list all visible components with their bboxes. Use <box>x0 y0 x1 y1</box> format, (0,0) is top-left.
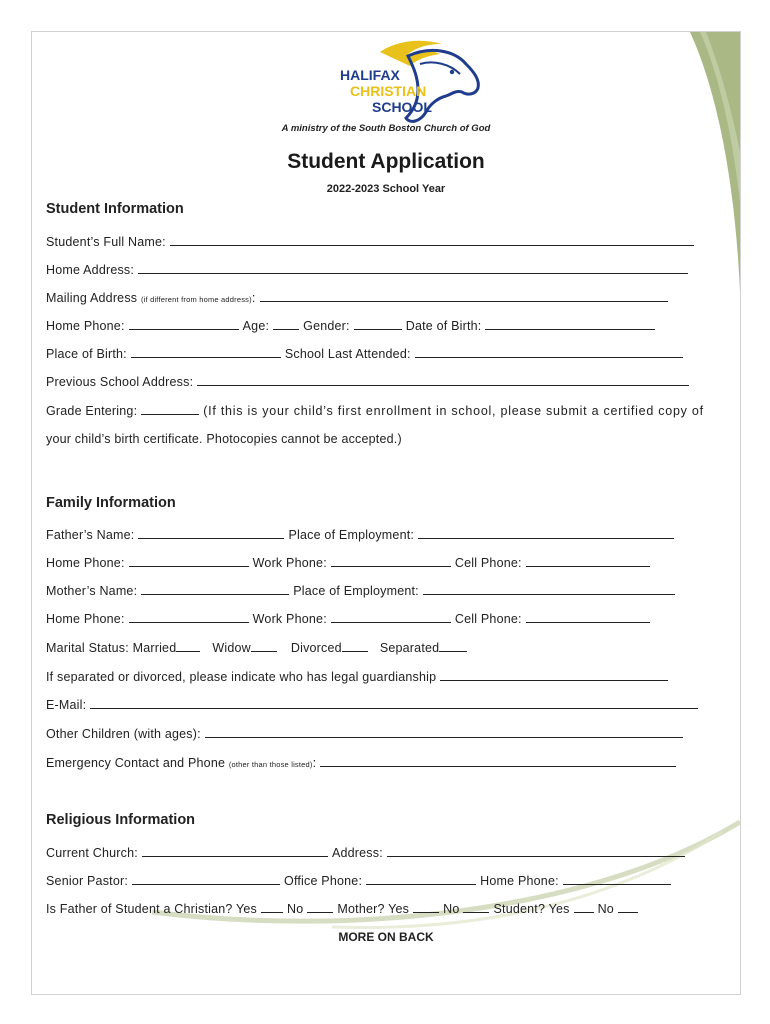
field-father-no[interactable] <box>307 900 333 913</box>
row-emergency <box>46 754 680 772</box>
field-guardianship[interactable] <box>440 668 668 681</box>
row-father-phones <box>46 554 654 572</box>
school-year: 2022-2023 School Year <box>326 183 446 195</box>
svg-text:CHRISTIAN: CHRISTIAN <box>350 83 427 99</box>
label-other-children: Other Children (with ages): <box>46 727 201 741</box>
field-church-address[interactable] <box>387 844 685 857</box>
label-father-work-phone: Work Phone: <box>252 556 327 570</box>
row-church <box>46 844 689 862</box>
field-divorced[interactable] <box>342 639 368 652</box>
field-widow[interactable] <box>251 639 277 652</box>
page-title: Student Application <box>287 150 485 173</box>
label-mother-cell-phone: Cell Phone: <box>454 612 522 626</box>
label-age: Age: <box>242 319 270 333</box>
label-student-christian: Student? Yes <box>493 902 570 916</box>
field-fathers-name[interactable] <box>138 526 284 539</box>
field-father-cell-phone[interactable] <box>526 554 650 567</box>
row-birth-school <box>46 345 687 363</box>
label-office-phone: Office Phone: <box>284 874 363 888</box>
label-mother-christian: Mother? Yes <box>337 902 410 916</box>
label-gender: Gender: <box>303 319 350 333</box>
label-church-address: Address: <box>331 846 383 860</box>
row-grade <box>46 402 704 420</box>
field-dob[interactable] <box>485 317 655 330</box>
field-grade[interactable] <box>141 402 199 415</box>
label-previous-address: Previous School Address: <box>46 375 194 389</box>
field-mother-cell-phone[interactable] <box>526 610 650 623</box>
application-page <box>31 31 741 995</box>
emergency-note: (other than those listed) <box>228 760 313 769</box>
label-emergency: Emergency Contact and Phone <box>46 756 226 770</box>
label-mother-no: No <box>443 902 460 916</box>
field-married[interactable] <box>176 639 200 652</box>
label-father-cell-phone: Cell Phone: <box>454 556 522 570</box>
label-home-phone: Home Phone: <box>46 319 125 333</box>
field-mailing-address[interactable] <box>260 289 668 302</box>
option-married: Married <box>132 641 177 655</box>
field-gender[interactable] <box>354 317 402 330</box>
row-mailing-address <box>46 289 672 307</box>
label-guardianship: If separated or divorced, please indicate who has legal guardianship <box>46 670 437 684</box>
field-student-yes[interactable] <box>574 900 594 913</box>
row-guardianship <box>46 668 672 686</box>
label-father-christian: Is Father of Student a Christian? Yes <box>46 902 257 916</box>
mailing-colon: : <box>251 291 256 305</box>
section-heading-religious: Religious Information <box>46 812 196 828</box>
row-home-address <box>46 261 692 279</box>
row-grade-note <box>46 432 402 450</box>
row-mother-phones <box>46 610 654 628</box>
label-father-home-phone: Home Phone: <box>46 556 125 570</box>
row-marital-status <box>46 639 467 657</box>
label-grade: Grade Entering: <box>46 404 138 418</box>
field-current-church[interactable] <box>142 844 328 857</box>
field-age[interactable] <box>273 317 299 330</box>
label-email: E-Mail: <box>46 698 87 712</box>
label-mother-employment: Place of Employment: <box>293 584 419 598</box>
label-father-no: No <box>287 902 304 916</box>
field-father-employment[interactable] <box>418 526 674 539</box>
field-place-of-birth[interactable] <box>131 345 281 358</box>
label-mother-home-phone: Home Phone: <box>46 612 125 626</box>
field-emergency[interactable] <box>320 754 676 767</box>
field-home-phone[interactable] <box>129 317 239 330</box>
field-student-no[interactable] <box>618 900 638 913</box>
row-full-name <box>46 233 698 251</box>
row-email <box>46 696 702 714</box>
field-school-last[interactable] <box>415 345 683 358</box>
more-on-back: MORE ON BACK <box>338 930 434 944</box>
field-separated[interactable] <box>439 639 467 652</box>
svg-text:SCHOOL: SCHOOL <box>372 99 432 115</box>
grade-note-line-1: (If this is your child’s first enrollment in school, please submit a certified copy of <box>203 404 704 418</box>
section-heading-family: Family Information <box>46 495 176 511</box>
row-pastor <box>46 872 675 890</box>
field-office-phone[interactable] <box>366 872 476 885</box>
field-mother-home-phone[interactable] <box>129 610 249 623</box>
label-home-address: Home Address: <box>46 263 135 277</box>
row-christian <box>46 900 642 918</box>
svg-text:HALIFAX: HALIFAX <box>340 67 400 83</box>
row-other-children <box>46 725 687 743</box>
label-mailing-address: Mailing Address <box>46 291 138 305</box>
row-father <box>46 526 678 544</box>
emergency-colon: : <box>312 756 317 770</box>
grade-note-line-2: your child’s birth certificate. Photocopies cannot be accepted.) <box>46 432 402 446</box>
school-logo <box>302 38 482 126</box>
mailing-note: (if different from home address) <box>140 295 252 304</box>
section-heading-student: Student Information <box>46 201 184 217</box>
field-mother-work-phone[interactable] <box>331 610 451 623</box>
option-divorced: Divorced <box>290 641 342 655</box>
field-pastor-home-phone[interactable] <box>563 872 671 885</box>
label-mother-work-phone: Work Phone: <box>252 612 327 626</box>
label-place-of-birth: Place of Birth: <box>46 347 127 361</box>
field-father-yes[interactable] <box>261 900 283 913</box>
row-phone-age <box>46 317 659 335</box>
field-father-work-phone[interactable] <box>331 554 451 567</box>
field-mothers-name[interactable] <box>141 582 289 595</box>
row-mother <box>46 582 679 600</box>
label-marital-status: Marital Status: <box>46 641 129 655</box>
label-school-last: School Last Attended: <box>284 347 411 361</box>
row-previous-address <box>46 373 693 391</box>
field-mother-employment[interactable] <box>423 582 675 595</box>
label-senior-pastor: Senior Pastor: <box>46 874 129 888</box>
field-previous-address[interactable] <box>197 373 689 386</box>
ministry-tagline: A ministry of the South Boston Church of God <box>281 123 491 134</box>
label-pastor-home-phone: Home Phone: <box>480 874 559 888</box>
label-full-name: Student’s Full Name: <box>46 235 166 249</box>
label-father-employment: Place of Employment: <box>288 528 415 542</box>
label-current-church: Current Church: <box>46 846 138 860</box>
label-dob: Date of Birth: <box>405 319 482 333</box>
field-full-name[interactable] <box>170 233 694 246</box>
field-senior-pastor[interactable] <box>132 872 280 885</box>
label-mothers-name: Mother’s Name: <box>46 584 138 598</box>
label-fathers-name: Father’s Name: <box>46 528 135 542</box>
field-home-address[interactable] <box>138 261 688 274</box>
field-mother-yes[interactable] <box>413 900 439 913</box>
field-other-children[interactable] <box>205 725 683 738</box>
field-email[interactable] <box>90 696 698 709</box>
field-mother-no[interactable] <box>463 900 489 913</box>
option-separated: Separated <box>379 641 440 655</box>
label-student-no: No <box>597 902 614 916</box>
option-widow: Widow <box>212 641 251 655</box>
field-father-home-phone[interactable] <box>129 554 249 567</box>
